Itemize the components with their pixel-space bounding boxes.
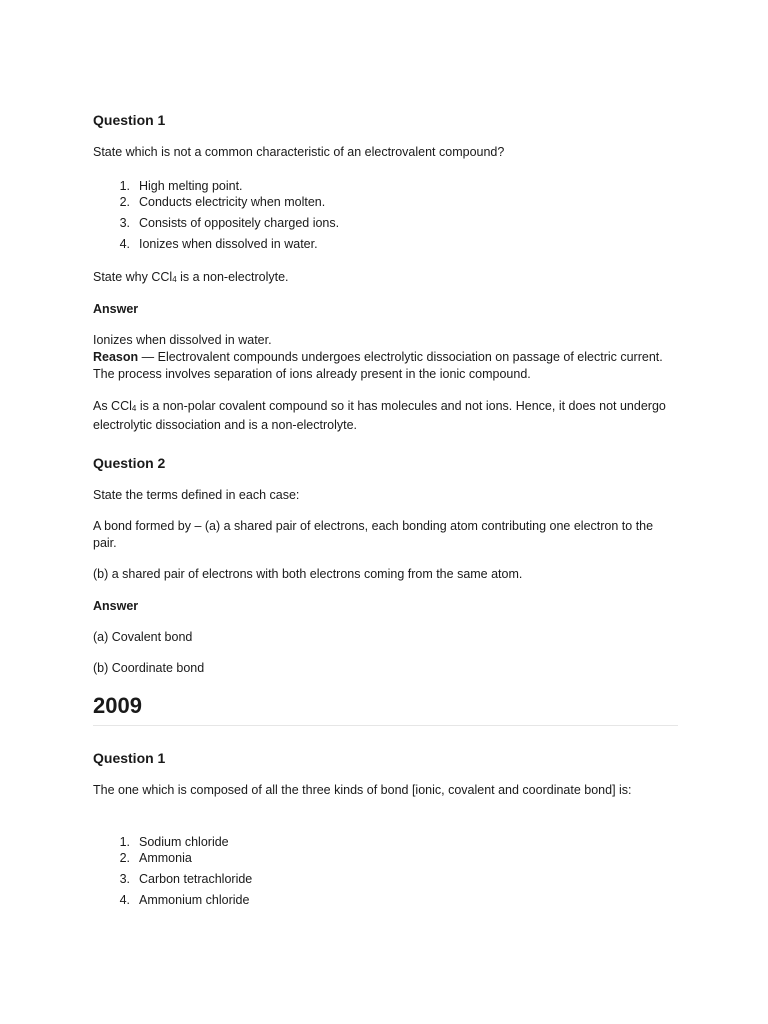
followup-text-end: is a non-electrolyte. xyxy=(176,270,289,284)
reason-label: Reason xyxy=(93,350,139,364)
answer-line: Ionizes when dissolved in water. xyxy=(93,333,272,347)
list-item xyxy=(93,194,325,211)
list-number: 3. xyxy=(119,872,130,886)
question-1-prompt: State which is not a common characteristic of an electrovalent compound? xyxy=(93,145,505,159)
section-divider xyxy=(93,725,678,726)
answer-a: (a) Covalent bond xyxy=(93,630,193,644)
question-2-part-a: A bond formed by – (a) a shared pair of electrons, each bonding atom contributing one electron to the pair. xyxy=(93,519,654,550)
list-text: Ammonium chloride xyxy=(139,893,250,907)
reason-paragraph xyxy=(93,349,678,383)
question-1-heading: Question 1 xyxy=(93,750,166,766)
question-2-part-b: (b) a shared pair of electrons with both electrons coming from the same atom. xyxy=(93,567,523,581)
year-heading: 2009 xyxy=(93,693,142,718)
list-item xyxy=(93,215,339,232)
list-text: Consists of oppositely charged ions. xyxy=(139,216,340,230)
reason-text: — Electrovalent compounds undergoes electrolytic dissociation on passage of electric current. The process involves separation of ions already present in the ionic compound. xyxy=(93,350,663,381)
question-2-heading: Question 2 xyxy=(93,455,166,471)
list-number: 4. xyxy=(119,237,130,251)
list-text: Carbon tetrachloride xyxy=(139,872,253,886)
explanation-paragraph xyxy=(93,398,678,434)
list-text: Ammonia xyxy=(139,851,192,865)
answer-heading: Answer xyxy=(93,302,139,316)
list-item xyxy=(93,892,249,909)
subscript: 4 xyxy=(172,275,177,284)
list-item xyxy=(93,236,318,253)
question-1-prompt: The one which is composed of all the three kinds of bond [ionic, covalent and coordinate bond] is: xyxy=(93,783,632,797)
answer-heading: Answer xyxy=(93,599,139,613)
list-text: Sodium chloride xyxy=(139,835,229,849)
list-number: 2. xyxy=(119,851,130,865)
question-2-prompt: State the terms defined in each case: xyxy=(93,488,300,502)
list-item xyxy=(93,834,229,851)
list-number: 1. xyxy=(119,179,130,193)
list-number: 1. xyxy=(119,835,130,849)
answer-b: (b) Coordinate bond xyxy=(93,661,205,675)
list-text: High melting point. xyxy=(139,179,243,193)
list-number: 3. xyxy=(119,216,130,230)
list-item xyxy=(93,871,252,888)
explanation-text-start: As CCl xyxy=(93,399,132,413)
list-number: 2. xyxy=(119,195,130,209)
list-text: Ionizes when dissolved in water. xyxy=(139,237,318,251)
explanation-text-end: is a non-polar covalent compound so it has molecules and not ions. Hence, it does not undergo electrolytic dissociation and is a non-electrolyte. xyxy=(93,399,666,432)
list-item xyxy=(93,178,243,195)
list-number: 4. xyxy=(119,893,130,907)
question-1-followup xyxy=(93,269,678,288)
list-text: Conducts electricity when molten. xyxy=(139,195,326,209)
subscript: 4 xyxy=(131,404,137,413)
list-item xyxy=(93,850,192,867)
question-1-heading: Question 1 xyxy=(93,112,166,128)
followup-text-start: State why CCl xyxy=(93,270,173,284)
